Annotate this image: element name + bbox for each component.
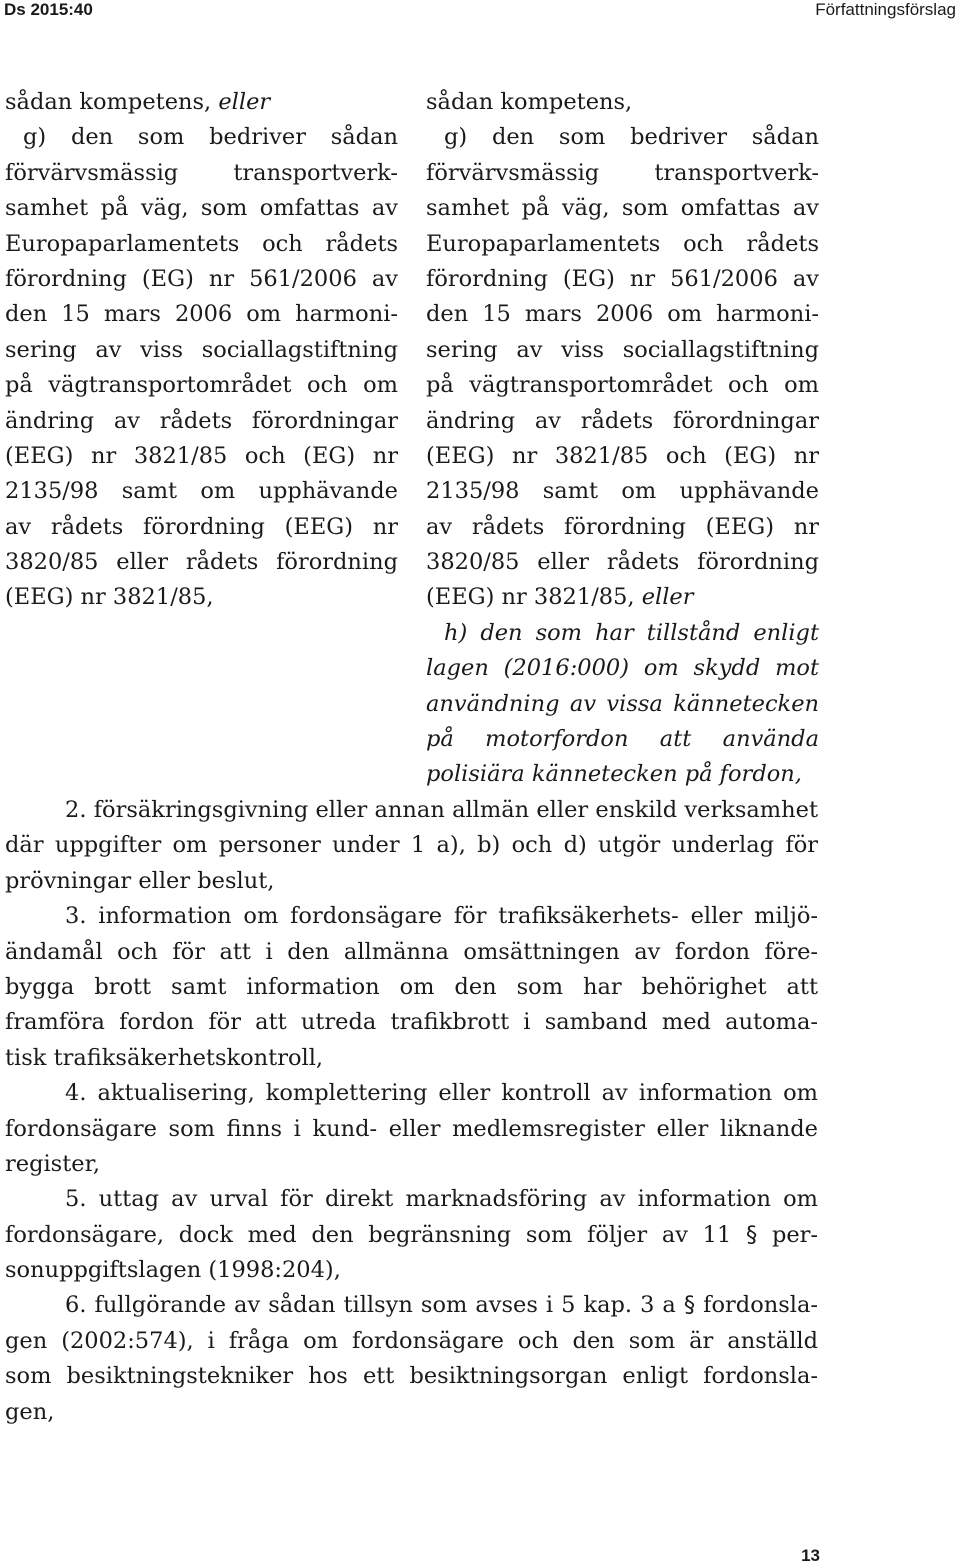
text-line: gen, [5, 1398, 55, 1425]
text-line: förordning (EG) nr 561/2006 av [426, 265, 819, 292]
text-line: 3. information om fordonsägare för trafiksäkerhets- eller miljö- [65, 903, 818, 930]
text-line: av rådets förordning (EEG) nr [426, 513, 819, 540]
left-column-current-text [5, 85, 398, 616]
body-text [5, 793, 818, 1430]
text-line: den 15 mars 2006 om harmoni- [426, 301, 819, 328]
text-line: på vägtransportområdet och om [426, 372, 819, 399]
text-line: Europaparlamentets och rådets [5, 230, 398, 257]
text-line: g) den som bedriver sådan [444, 124, 819, 151]
text-line: 2. försäkringsgivning eller annan allmän eller enskild verksamhet [65, 797, 818, 823]
text-line: sering av viss sociallagstiftning [426, 336, 819, 363]
page-number: 13 [801, 1546, 820, 1565]
italic-word: eller [641, 584, 694, 611]
page-header [0, 0, 960, 22]
document-id: Ds 2015:40 [4, 0, 93, 19]
text-line: 2135/98 samt om upphävande [5, 478, 398, 505]
text-line: fordonsägare, dock med den begränsning som följer av 11 § per- [5, 1221, 819, 1248]
text-line: den 15 mars 2006 om harmoni- [5, 301, 398, 328]
text-line: på vägtransportområdet och om [5, 372, 398, 399]
text-line: förvärvsmässig transportverk- [426, 159, 819, 186]
text-line: 3820/85 eller rådets förordning [5, 549, 398, 576]
text-line: bygga brott samt information om den som har behörighet att [5, 973, 818, 1000]
text-line: 2135/98 samt om upphävande [426, 478, 819, 505]
italic-text-line: lagen (2016:000) om skydd mot [426, 655, 819, 682]
text-line: Europaparlamentets och rådets [426, 230, 819, 257]
text-line: sådan kompetens, eller [5, 89, 271, 115]
italic-text-line: h) den som har tillstånd enligt [444, 619, 819, 646]
text-line: ändamål och för att i den allmänna omsättningen av fordon före- [5, 938, 818, 965]
text-line: (EEG) nr 3821/85, [5, 584, 214, 611]
text-line: förvärvsmässig transportverk- [5, 159, 398, 186]
text-line: (EEG) nr 3821/85, eller [426, 584, 694, 611]
text-line: samhet på väg, som omfattas av [426, 195, 819, 222]
text-line: sering av viss sociallagstiftning [5, 336, 398, 363]
text-line: 6. fullgörande av sådan tillsyn som avses i 5 kap. 3 a § fordonsla- [65, 1292, 819, 1319]
text-line: (EEG) nr 3821/85 och (EG) nr [426, 442, 819, 469]
right-column-proposed-text [426, 85, 819, 793]
text-line: tisk trafiksäkerhetskontroll, [5, 1044, 324, 1071]
section-title: Författningsförslag [815, 0, 956, 19]
text-line: som besiktningstekniker hos ett besiktningsorgan enligt fordonsla- [5, 1363, 818, 1390]
text-line: sådan kompetens, [426, 89, 633, 115]
text-line: g) den som bedriver sådan [23, 124, 398, 151]
text-line: samhet på väg, som omfattas av [5, 195, 398, 222]
italic-text-line: användning av vissa kännetecken [426, 690, 819, 717]
italic-text-line: polisiära kännetecken på fordon, [426, 761, 802, 788]
text-line: prövningar eller beslut, [5, 867, 275, 894]
text-line: 5. uttag av urval för direkt marknadsföring av information om [65, 1186, 818, 1213]
text-line: ändring av rådets förordningar [426, 407, 819, 434]
text-line: av rådets förordning (EEG) nr [5, 513, 398, 540]
text-line: 3820/85 eller rådets förordning [426, 549, 819, 576]
text-line: fordonsägare som finns i kund- eller medlemsregister eller liknande [5, 1115, 818, 1142]
section-sign: § [745, 1221, 758, 1248]
text-line: (EEG) nr 3821/85 och (EG) nr [5, 442, 398, 469]
italic-text-line: på motorfordon att använda [426, 726, 819, 753]
section-sign: § [683, 1292, 696, 1319]
text-line: register, [5, 1150, 101, 1177]
text-line: framföra fordon för att utreda trafikbrott i samband med automa- [5, 1009, 818, 1036]
text-line: ändring av rådets förordningar [5, 407, 398, 434]
text-line: gen (2002:574), i fråga om fordonsägare och den som är anställd [5, 1327, 818, 1354]
text-line: där uppgifter om personer under 1 a), b) och d) utgör underlag för [5, 832, 818, 859]
text-line: 4. aktualisering, komplettering eller kontroll av information om [65, 1080, 818, 1107]
text-line: sonuppgiftslagen (1998:204), [5, 1257, 341, 1284]
text-line: förordning (EG) nr 561/2006 av [5, 265, 398, 292]
italic-word: eller [218, 89, 271, 115]
